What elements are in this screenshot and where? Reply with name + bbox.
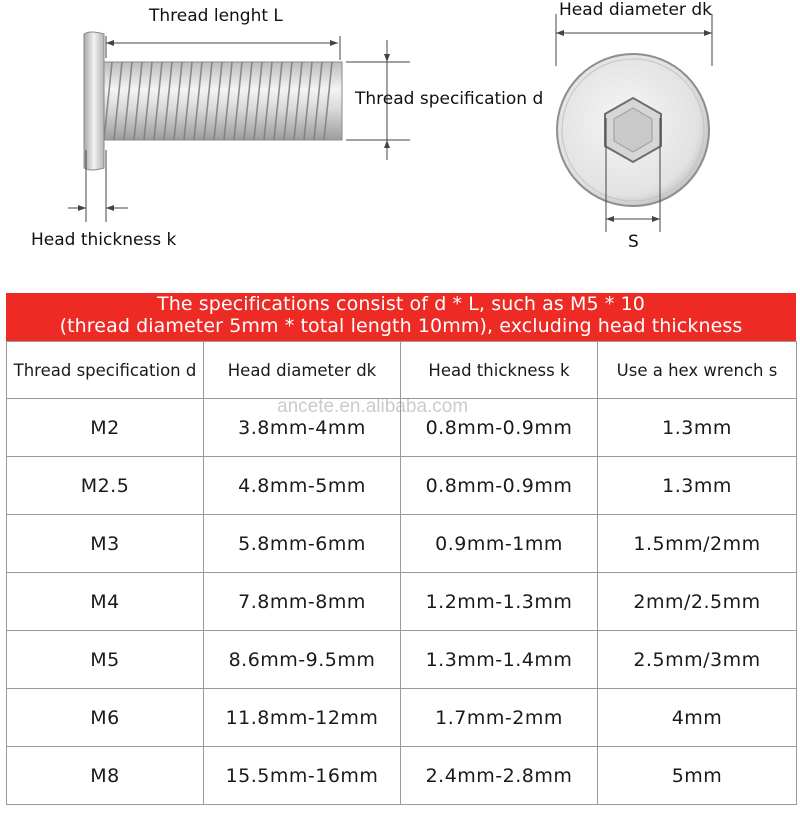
cell-thread-spec: M3 <box>7 515 204 573</box>
table-row <box>7 689 797 747</box>
cell-head-thickness: 1.3mm-1.4mm <box>401 631 598 689</box>
table-row <box>7 747 797 805</box>
cell-thread-spec: M2.5 <box>7 457 204 515</box>
banner-line-2: (thread diameter 5mm * total length 10mm), excluding head thickness <box>59 315 743 337</box>
screw-top-view <box>556 14 712 232</box>
cell-head-diameter: 8.6mm-9.5mm <box>204 631 401 689</box>
header-hex-wrench: Use a hex wrench s <box>598 342 797 399</box>
cell-hex-wrench: 4mm <box>598 689 797 747</box>
header-head-thickness: Head thickness k <box>401 342 598 399</box>
table-row <box>7 631 797 689</box>
cell-hex-wrench: 1.3mm <box>598 457 797 515</box>
cell-head-thickness: 0.8mm-0.9mm <box>401 399 598 457</box>
cell-head-diameter: 7.8mm-8mm <box>204 573 401 631</box>
spec-banner <box>6 293 796 341</box>
cell-head-thickness: 2.4mm-2.8mm <box>401 747 598 805</box>
cell-thread-spec: M5 <box>7 631 204 689</box>
cell-thread-spec: M8 <box>7 747 204 805</box>
cell-head-diameter: 3.8mm-4mm <box>204 399 401 457</box>
screw-side-view <box>68 32 410 222</box>
cell-hex-wrench: 2mm/2.5mm <box>598 573 797 631</box>
table-row <box>7 573 797 631</box>
table-row <box>7 399 797 457</box>
banner-line-1: The specifications consist of d * L, such as M5 * 10 <box>157 293 645 315</box>
spec-table <box>6 341 797 805</box>
screw-diagram <box>0 0 800 290</box>
table-header-row <box>7 342 797 399</box>
wrench-size-label: S <box>628 232 639 252</box>
cell-head-diameter: 4.8mm-5mm <box>204 457 401 515</box>
header-head-diameter: Head diameter dk <box>204 342 401 399</box>
table-row <box>7 457 797 515</box>
thread-spec-label: Thread specification d <box>355 89 544 109</box>
cell-head-diameter: 5.8mm-6mm <box>204 515 401 573</box>
head-diameter-label: Head diameter dk <box>559 0 712 20</box>
cell-hex-wrench: 2.5mm/3mm <box>598 631 797 689</box>
cell-hex-wrench: 5mm <box>598 747 797 805</box>
cell-head-diameter: 11.8mm-12mm <box>204 689 401 747</box>
watermark: ancete.en.alibaba.com <box>277 396 469 417</box>
head-thickness-label: Head thickness k <box>31 230 177 250</box>
cell-thread-spec: M6 <box>7 689 204 747</box>
spec-table-section <box>6 293 796 805</box>
cell-head-thickness: 0.9mm-1mm <box>401 515 598 573</box>
cell-head-thickness: 0.8mm-0.9mm <box>401 457 598 515</box>
cell-thread-spec: M2 <box>7 399 204 457</box>
cell-head-thickness: 1.2mm-1.3mm <box>401 573 598 631</box>
cell-hex-wrench: 1.3mm <box>598 399 797 457</box>
cell-head-thickness: 1.7mm-2mm <box>401 689 598 747</box>
cell-hex-wrench: 1.5mm/2mm <box>598 515 797 573</box>
cell-head-diameter: 15.5mm-16mm <box>204 747 401 805</box>
thread-length-label: Thread lenght L <box>149 6 283 26</box>
header-thread-spec: Thread specification d <box>7 342 204 399</box>
cell-thread-spec: M4 <box>7 573 204 631</box>
table-row <box>7 515 797 573</box>
